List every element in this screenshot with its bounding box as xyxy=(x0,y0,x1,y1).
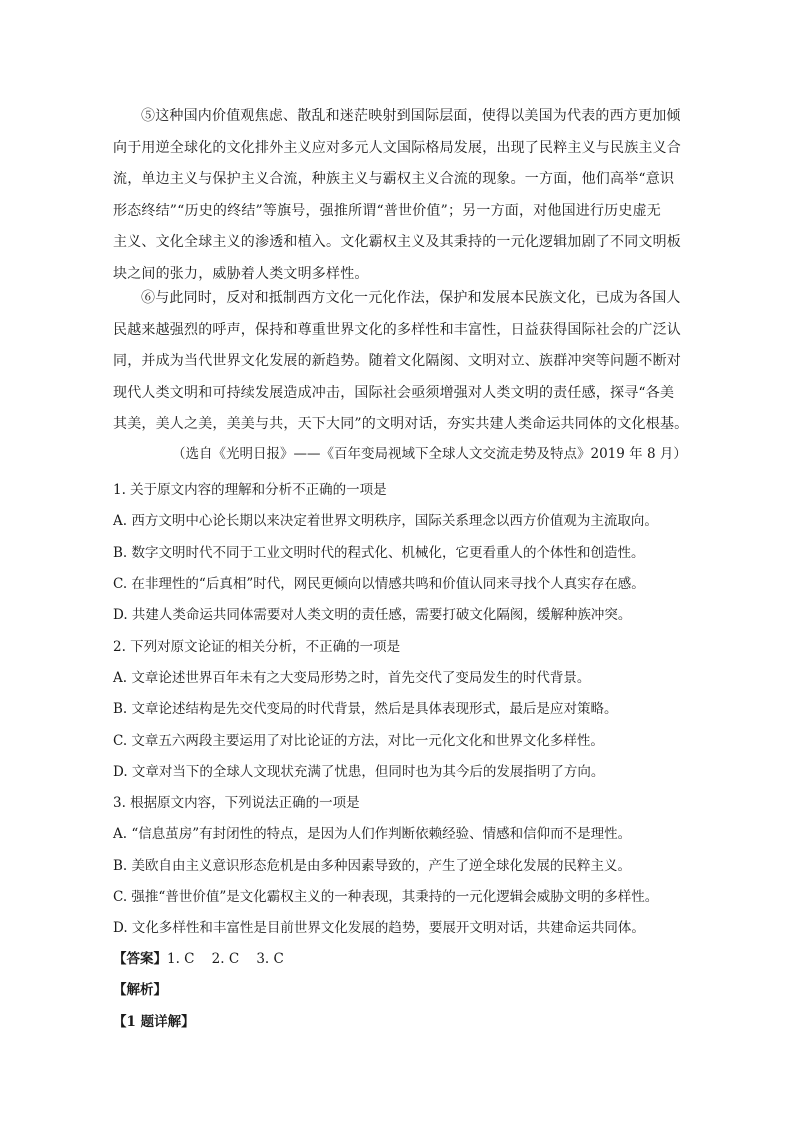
question-2-option-a: A. 文章论述世界百年未有之大变局形势之时，首先交代了变局发生的时代背景。 xyxy=(113,670,591,686)
question-3-option-a: A. “信息茧房”有封闭性的特点，是因为人们作判断依赖经验、情感和信仰而不是理性。 xyxy=(113,826,632,842)
paragraph-line: 同，并成为当代世界文化发展的新趋势。随着文化隔阂、文明对立、族群冲突等问题不断对 xyxy=(113,353,681,369)
question-3-option-b: B. 美欧自由主义意识形态危机是由多种因素导致的，产生了逆全球化发展的民粹主义。 xyxy=(113,858,632,874)
question-3-option-d: D. 文化多样性和丰富性是目前世界文化发展的趋势，要展开文明对话，共建命运共同体。 xyxy=(113,920,645,936)
question-1-option-c: C. 在非理性的“后真相”时代，网民更倾向以情感共鸣和价值认同来寻找个人真实存在感。 xyxy=(113,576,645,592)
paragraph-line: 其美，美人之美，美美与共，天下大同”的文明对话，夯实共建人类命运共同体的文化根基。 xyxy=(113,416,689,432)
paragraph-6 xyxy=(113,283,689,441)
analysis-heading: 【解析】 xyxy=(113,982,167,998)
question-1-stem: 1. 关于原文内容的理解和分析不正确的一项是 xyxy=(113,482,387,498)
paragraph-line: ⑤这种国内价值观焦虑、散乱和迷茫映射到国际层面，使得以美国为代表的西方更加倾 xyxy=(141,108,681,124)
question-1-option-a: A. 西方文明中心论长期以来决定着世界文明秩序，国际关系理念以西方价值观为主流取向。 xyxy=(113,513,658,529)
question-2-option-c: C. 文章五六两段主要运用了对比论证的方法，对比一元化文化和世界文化多样性。 xyxy=(113,733,604,749)
paragraph-line: 主义、文化全球主义的渗透和植入。文化霸权主义及其秉持的一元化逻辑加剧了不同文明板 xyxy=(113,234,681,250)
question-2-option-b: B. 文章论述结构是先交代变局的时代背景，然后是具体表现形式，最后是应对策略。 xyxy=(113,701,618,717)
paragraph-line: 形态终结”“历史的终结”等旗号，强推所谓“普世价值”；另一方面，对他国进行历史虚无 xyxy=(113,202,661,219)
answer-line xyxy=(113,947,284,967)
answer-text: 1. C 2. C 3. C xyxy=(167,951,284,967)
question-3-stem: 3. 根据原文内容，下列说法正确的一项是 xyxy=(113,795,360,811)
question-2-stem: 2. 下列对原文论证的相关分析，不正确的一项是 xyxy=(113,639,401,655)
question-2-option-d: D. 文章对当下的全球人文现状充满了忧患，但同时也为其今后的发展指明了方向。 xyxy=(113,764,605,780)
paragraph-line: 流，单边主义与保护主义合流，种族主义与霸权主义合流的现象。一方面，他们高举“意识 xyxy=(113,171,675,187)
source-citation: （选自《光明日报》——《百年变局视域下全球人文交流走势及特点》2019 年 8 月） xyxy=(172,446,687,462)
paragraph-line: 块之间的张力，威胁着人类文明多样性。 xyxy=(113,265,369,282)
paragraph-line: ⑥与此同时，反对和抵制西方文化一元化作法，保护和发展本民族文化，已成为各国人 xyxy=(141,290,681,306)
answer-label: 【答案】 xyxy=(113,951,167,967)
question-1-option-b: B. 数字文明时代不同于工业文明时代的程式化、机械化，它更看重人的个体性和创造性。 xyxy=(113,545,645,561)
question-1-option-d: D. 共建人类命运共同体需要对人类文明的责任感，需要打破文化隔阂，缓解种族冲突。 xyxy=(113,607,632,623)
question-3-option-c: C. 强推“普世价值”是文化霸权主义的一种表现，其秉持的一元化逻辑会威胁文明的多样性。 xyxy=(113,889,659,905)
paragraph-line: 向于用逆全球化的文化排外主义应对多元人文国际格局发展，出现了民粹主义与民族主义合 xyxy=(113,139,681,156)
paragraph-line: 民越来越强烈的呼声，保持和尊重世界文化的多样性和丰富性，日益获得国际社会的广泛认 xyxy=(113,321,681,338)
paragraph-5 xyxy=(113,101,681,290)
paragraph-line: 现代人类文明和可持续发展造成冲击，国际社会亟须增强对人类文明的责任感，探寻“各美 xyxy=(113,384,675,401)
question-1-detail-heading: 【1 题详解】 xyxy=(113,1014,195,1030)
